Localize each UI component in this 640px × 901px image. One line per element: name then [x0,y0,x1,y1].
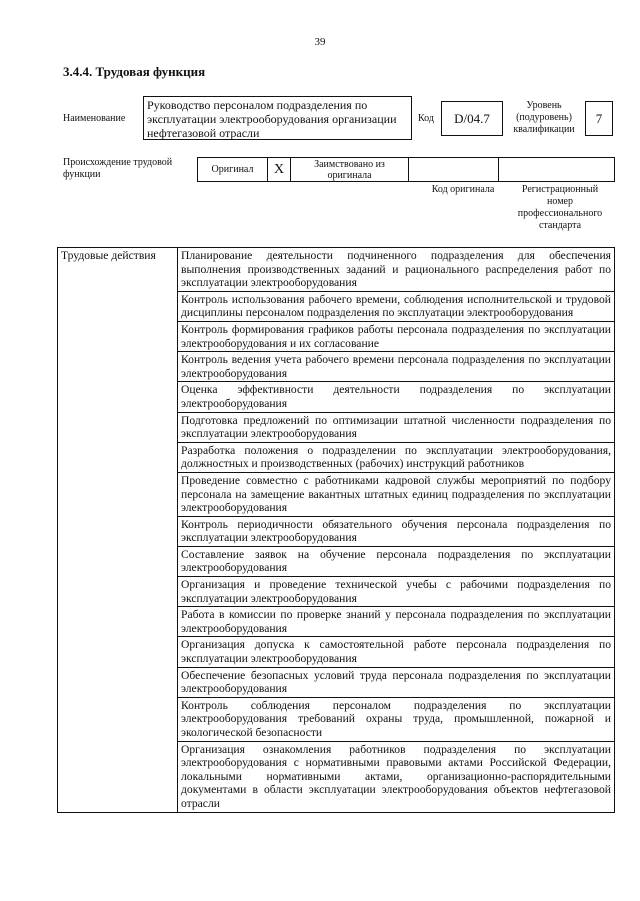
level-label: Уровень (подуровень) квалификации [513,100,575,135]
code-label: Код [418,113,434,124]
labor-action-item: Контроль формирования графиков работы персонала подразделения по эксплуатации электрооборудования и их согласование [178,321,615,351]
labor-action-item: Организация ознакомления работников подразделения по эксплуатации электрооборудования с нормативными правовыми актами Российской Федерации, локальными нормативными актами, организационно-распорядительными документами в области эксплуатации электрооборудования объектов нефтегазовой отрасли [178,741,615,812]
origin-borrowed-label: Заимствовано из оригинала [314,158,385,181]
labor-action-item: Составление заявок на обучение персонала подразделения по эксплуатации электрооборудования [178,546,615,576]
origin-mark-cell [268,158,291,181]
labor-action-item: Проведение совместно с работниками кадровой службы мероприятий по подбору персонала на замещение вакантных штатных единиц подразделения по эксплуатации электрооборудования [178,472,615,516]
labor-action-item: Разработка положения о подразделении по эксплуатации электрооборудования, должностных и производственных (рабочих) инструкций работников [178,442,615,472]
reg-number-label: Регистрационный номер профессионального стандарта [517,184,603,231]
level-value: 7 [595,110,603,126]
code-box [441,101,503,136]
reg-number-cell [499,158,614,181]
level-box [585,101,613,136]
labor-action-item: Контроль соблюдения персоналом подразделения по эксплуатации электрооборудования требований охраны труда, промышленной, пожарной и экологической безопасности [178,697,615,741]
labor-action-item: Организация допуска к самостоятельной работе персонала подразделения по эксплуатации электрооборудования [178,637,615,667]
origin-original-label: Оригинал [211,164,254,175]
function-name-value: Руководство персоналом подразделения по эксплуатации электрооборудования организации нефтегазовой отрасли [147,98,397,140]
labor-action-item: Оценка эффективности деятельности подразделения по эксплуатации электрооборудования [178,382,615,412]
labor-action-item: Организация и проведение технической учебы с рабочими подразделения по эксплуатации электрооборудования [178,577,615,607]
name-label: Наименование [63,113,126,124]
origin-label: Происхождение трудовой функции [63,157,173,180]
origin-row [197,157,615,182]
code-value: D/04.7 [454,110,490,126]
labor-action-item: Контроль периодичности обязательного обучения персонала подразделения по эксплуатации электрооборудования [178,516,615,546]
labor-action-item: Контроль использования рабочего времени, соблюдения исполнительской и трудовой дисциплины персоналом подразделения по эксплуатации электрооборудования [178,291,615,321]
code-original-label: Код оригинала [431,184,495,195]
labor-actions-label: Трудовые действия [58,248,178,813]
labor-actions-body [58,248,615,813]
labor-action-item: Контроль ведения учета рабочего времени персонала подразделения по эксплуатации электрооборудования [178,352,615,382]
origin-original-cell [198,158,268,181]
labor-action-item: Планирование деятельности подчиненного подразделения для обеспечения выполнения производственных заданий и рационального распределения работ по эксплуатации электрооборудования [178,248,615,292]
origin-borrowed-cell [291,158,409,181]
section-title: 3.4.4. Трудовая функция [63,64,206,79]
labor-actions-table [57,247,615,813]
labor-action-item: Подготовка предложений по оптимизации штатной численности подразделения по эксплуатации электрооборудования [178,412,615,442]
code-original-cell [409,158,499,181]
labor-action-item: Обеспечение безопасных условий труда персонала подразделения по эксплуатации электрооборудования [178,667,615,697]
table-row [58,248,615,292]
origin-mark: X [273,161,285,177]
labor-action-item: Работа в комиссии по проверке знаний у персонала подразделения по эксплуатации электрооборудования [178,607,615,637]
page-number: 39 [314,36,326,48]
function-name-box [143,96,412,140]
